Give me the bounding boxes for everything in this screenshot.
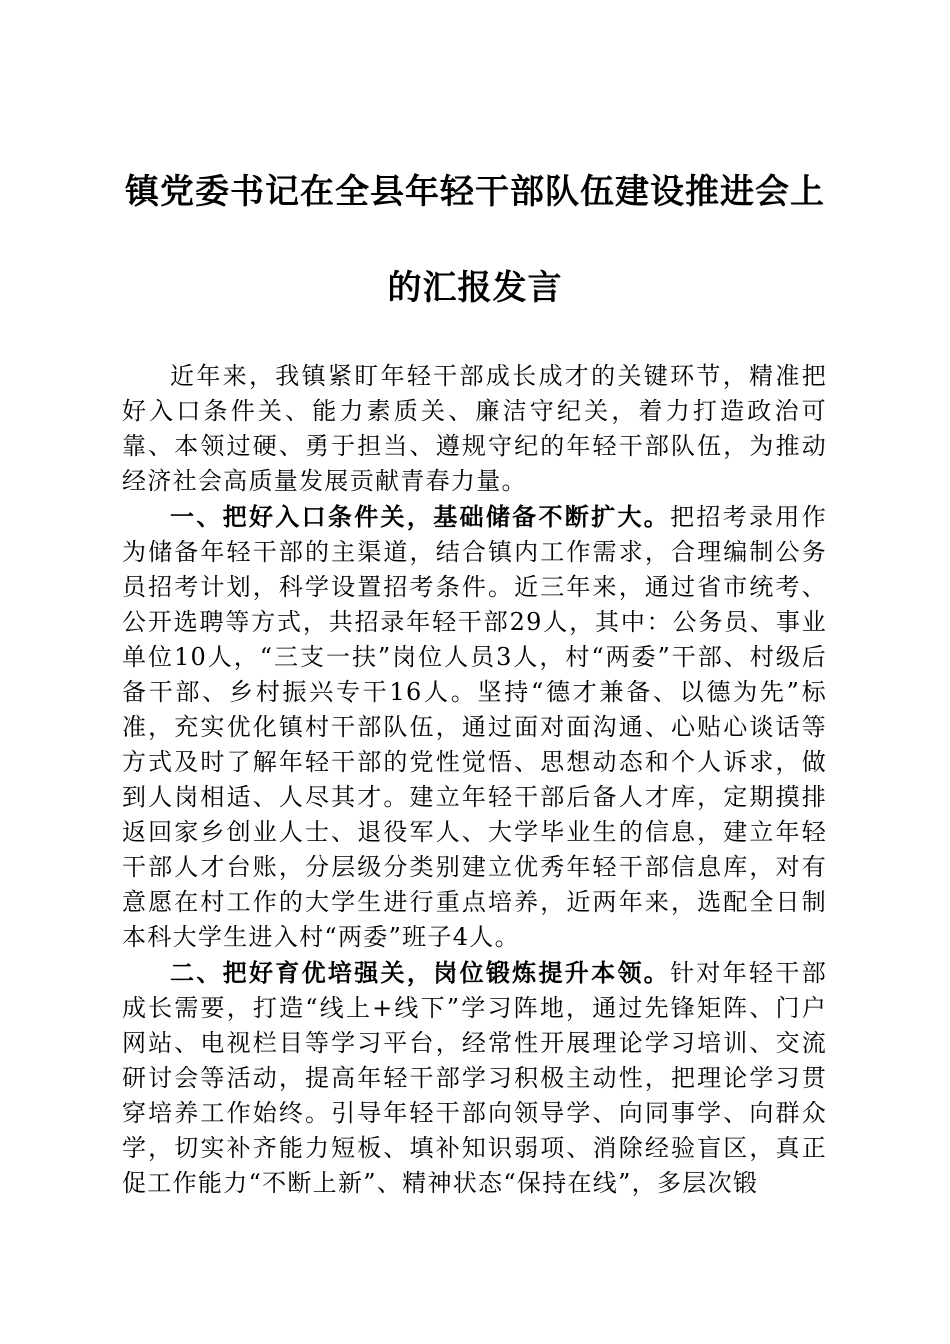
paragraph-section-2 (122, 955, 827, 1201)
paragraph-text: 近年来，我镇紧盯年轻干部成长成才的关键环节，精准把好入口条件关、能力素质关、廉洁守纪关，着力打造政治可靠、本领过硬、勇于担当、遵规守纪的年轻干部队伍，为推动经济社会高质量发展贡献青春力量。 (122, 362, 827, 495)
paragraph-text: 针对年轻干部成长需要，打造“线上+线下”学习阵地，通过先锋矩阵、门户网站、电视栏目等学习平台，经常性开展理论学习培训、交流研讨会等活动，提高年轻干部学习积极主动性，把理论学习贯穿培养工作始终。引导年轻干部向领导学、向同事学、向群众学，切实补齐能力短板、填补知识弱项、消除经验盲区，真正促工作能力“不断上新”、精神状态“保持在线”，多层次锻 (122, 959, 827, 1197)
document-body (122, 359, 827, 1201)
section-heading: 二、把好育优培强关，岗位锻炼提升本领。 (170, 958, 671, 987)
paragraph-intro (122, 359, 827, 499)
section-heading: 一、把好入口条件关，基础储备不断扩大。 (170, 502, 671, 531)
document-title-line-2: 的汇报发言 (387, 268, 563, 308)
paragraph-text: 把招考录用作为储备年轻干部的主渠道，结合镇内工作需求，合理编制公务员招考计划，科学设置招考条件。近三年来，通过省市统考、公开选聘等方式，共招录年轻干部29人，其中：公务员、事业单位10人，“三支一扶”岗位人员3人，村“两委”干部、村级后备干部、乡村振兴专干16人。坚持“德才兼备、以德为先”标准，充实优化镇村干部队伍，通过面对面沟通、心贴心谈话等方式及时了解年轻干部的党性觉悟、思想动态和个人诉求，做到人岗相适、人尽其才。建立年轻干部后备人才库，定期摸排返回家乡创业人士、退役军人、大学毕业生的信息，建立年轻干部人才台账，分层级分类别建立优秀年轻干部信息库，对有意愿在村工作的大学生进行重点培养，近两年来，选配全日制本科大学生进入村“两委”班子4人。 (122, 503, 827, 951)
document-title-line-1: 镇党委书记在全县年轻干部队伍建设推进会上 (125, 172, 825, 212)
paragraph-section-1 (122, 499, 827, 955)
